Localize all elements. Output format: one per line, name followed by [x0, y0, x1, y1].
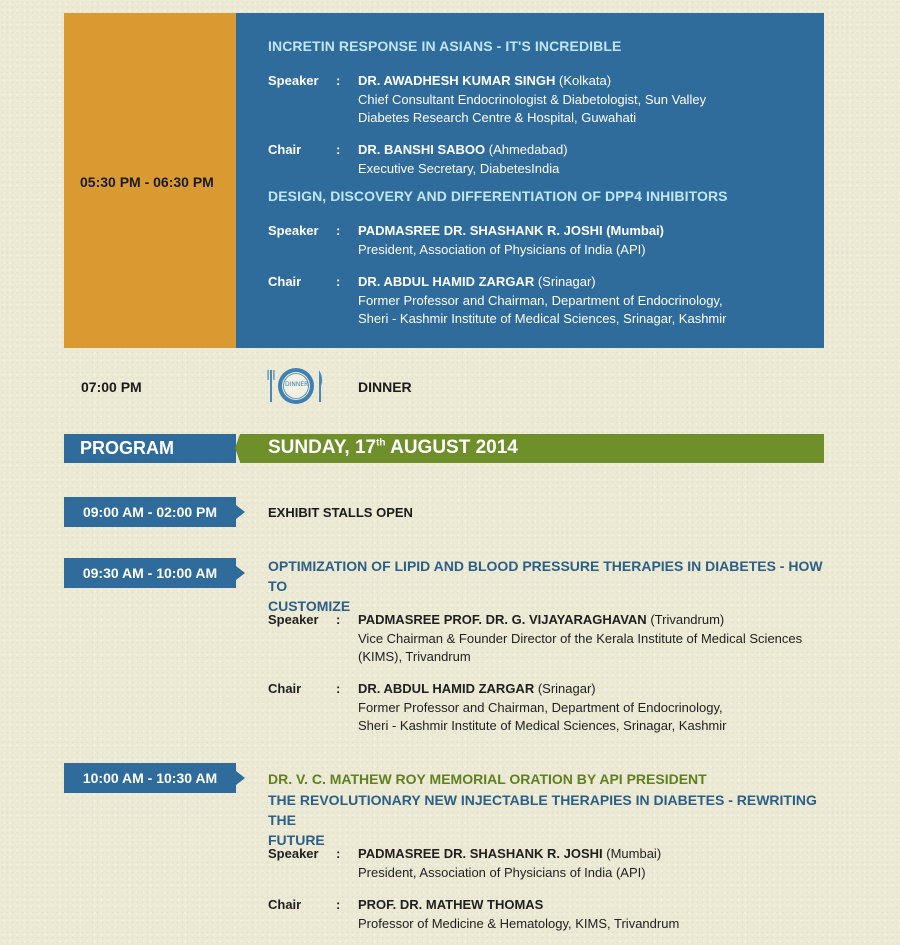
chair-affiliation: Sheri - Kashmir Institute of Medical Sciences, Srinagar, Kashmir: [358, 718, 727, 733]
chair-label: Chair: [268, 681, 302, 696]
speaker-row: [268, 72, 808, 128]
speaker-row: [268, 845, 838, 883]
dinner-plate-icon: [266, 366, 326, 406]
chair-details: [358, 273, 838, 329]
day-title-main: SUNDAY, 17: [268, 437, 377, 458]
speaker-city: (Mumbai): [606, 846, 662, 861]
exhibit-time: 09:00 AM - 02:00 PM: [64, 497, 236, 527]
speaker-details: [358, 611, 838, 667]
chair-affiliation: Sheri - Kashmir Institute of Medical Sciences, Srinagar, Kashmir: [358, 311, 727, 326]
oration-time: 10:00 AM - 10:30 AM: [64, 763, 236, 793]
speaker-details: [358, 845, 838, 882]
chair-city: (Srinagar): [537, 681, 596, 696]
speaker-affiliation: Diabetes Research Centre & Hospital, Guwahati: [358, 110, 637, 125]
title-line: CUSTOMIZE: [268, 598, 351, 614]
colon: :: [336, 142, 341, 157]
oration-subtitle: [268, 790, 838, 850]
colon: :: [336, 274, 341, 289]
session-title: DESIGN, DISCOVERY AND DIFFERENTIATION OF DPP4 INHIBITORS: [268, 188, 728, 204]
speaker-details: [358, 72, 838, 128]
speaker-details: [358, 222, 838, 259]
speaker-name: PADMASREE DR. SHASHANK R. JOSHI (Mumbai): [358, 223, 665, 238]
speaker-label: Speaker: [268, 73, 319, 88]
chair-row: [268, 680, 838, 736]
chair-name: DR. BANSHI SABOO: [358, 142, 486, 157]
chair-row: [268, 273, 808, 329]
title-line: THE REVOLUTIONARY NEW INJECTABLE THERAPIES IN DIABETES - REWRITING THE: [268, 792, 817, 828]
chair-affiliation: Professor of Medicine & Hematology, KIMS, Trivandrum: [358, 915, 680, 931]
day-title: [268, 437, 518, 459]
chair-label: Chair: [268, 897, 302, 912]
chair-row: [268, 896, 838, 934]
speaker-name: PADMASREE PROF. DR. G. VIJAYARAGHAVAN: [358, 612, 647, 627]
chair-affiliation: Executive Secretary, DiabetesIndia: [358, 160, 560, 176]
chair-details: [358, 680, 838, 736]
colon: :: [336, 897, 341, 912]
dinner-time: 07:00 PM: [81, 379, 142, 395]
chair-label: Chair: [268, 142, 302, 157]
chair-name: PROF. DR. MATHEW THOMAS: [358, 897, 544, 912]
speaker-label: Speaker: [268, 846, 319, 861]
colon: :: [336, 73, 341, 88]
session-time: 05:30 PM - 06:30 PM: [80, 174, 214, 190]
chair-affiliation: Former Professor and Chairman, Department of Endocrinology,: [358, 292, 723, 308]
speaker-name: PADMASREE DR. SHASHANK R. JOSHI: [358, 846, 603, 861]
speaker-affiliation: (KIMS), Trivandrum: [358, 649, 471, 664]
speaker-label: Speaker: [268, 612, 319, 627]
session-title: INCRETIN RESPONSE IN ASIANS - IT'S INCREDIBLE: [268, 38, 622, 54]
chair-city: (Srinagar): [537, 274, 596, 289]
colon: :: [336, 846, 341, 861]
chair-name: DR. ABDUL HAMID ZARGAR: [358, 681, 535, 696]
day-banner: [240, 434, 824, 463]
title-line: FUTURE: [268, 832, 325, 848]
program-label: PROGRAM: [80, 438, 174, 458]
lipid-session-title: [268, 556, 838, 616]
speaker-label: Speaker: [268, 223, 319, 238]
oration-title: DR. V. C. MATHEW ROY MEMORIAL ORATION BY API PRESIDENT: [268, 771, 707, 787]
speaker-city: (Kolkata): [559, 73, 612, 88]
chair-name: DR. ABDUL HAMID ZARGAR: [358, 274, 535, 289]
program-banner: [64, 434, 236, 463]
chair-row: [268, 141, 808, 179]
speaker-affiliation: Vice Chairman & Founder Director of the Kerala Institute of Medical Sciences: [358, 630, 803, 646]
lipid-session-time: 09:30 AM - 10:00 AM: [64, 558, 236, 588]
title-line: OPTIMIZATION OF LIPID AND BLOOD PRESSURE THERAPIES IN DIABETES - HOW TO: [268, 558, 823, 594]
speaker-name: DR. AWADHESH KUMAR SINGH: [358, 73, 556, 88]
chair-label: Chair: [268, 274, 302, 289]
chair-details: [358, 896, 838, 933]
dinner-label: DINNER: [358, 379, 412, 395]
day-title-rest: AUGUST 2014: [385, 437, 518, 458]
speaker-affiliation: Chief Consultant Endocrinologist & Diabetologist, Sun Valley: [358, 91, 707, 107]
speaker-row: [268, 611, 838, 667]
chair-details: [358, 141, 838, 178]
speaker-row: [268, 222, 808, 260]
chair-affiliation: Former Professor and Chairman, Department of Endocrinology,: [358, 699, 723, 715]
speaker-affiliation: President, Association of Physicians of India (API): [358, 864, 646, 880]
speaker-affiliation: President, Association of Physicians of India (API): [358, 241, 646, 257]
colon: :: [336, 223, 341, 238]
speaker-city: (Trivandrum): [650, 612, 725, 627]
colon: :: [336, 681, 341, 696]
chair-city: (Ahmedabad): [488, 142, 568, 157]
exhibit-label: EXHIBIT STALLS OPEN: [268, 505, 413, 520]
day-title-sup: th: [376, 437, 386, 449]
colon: :: [336, 612, 341, 627]
dinner-plate-label: DINNER: [285, 381, 309, 388]
